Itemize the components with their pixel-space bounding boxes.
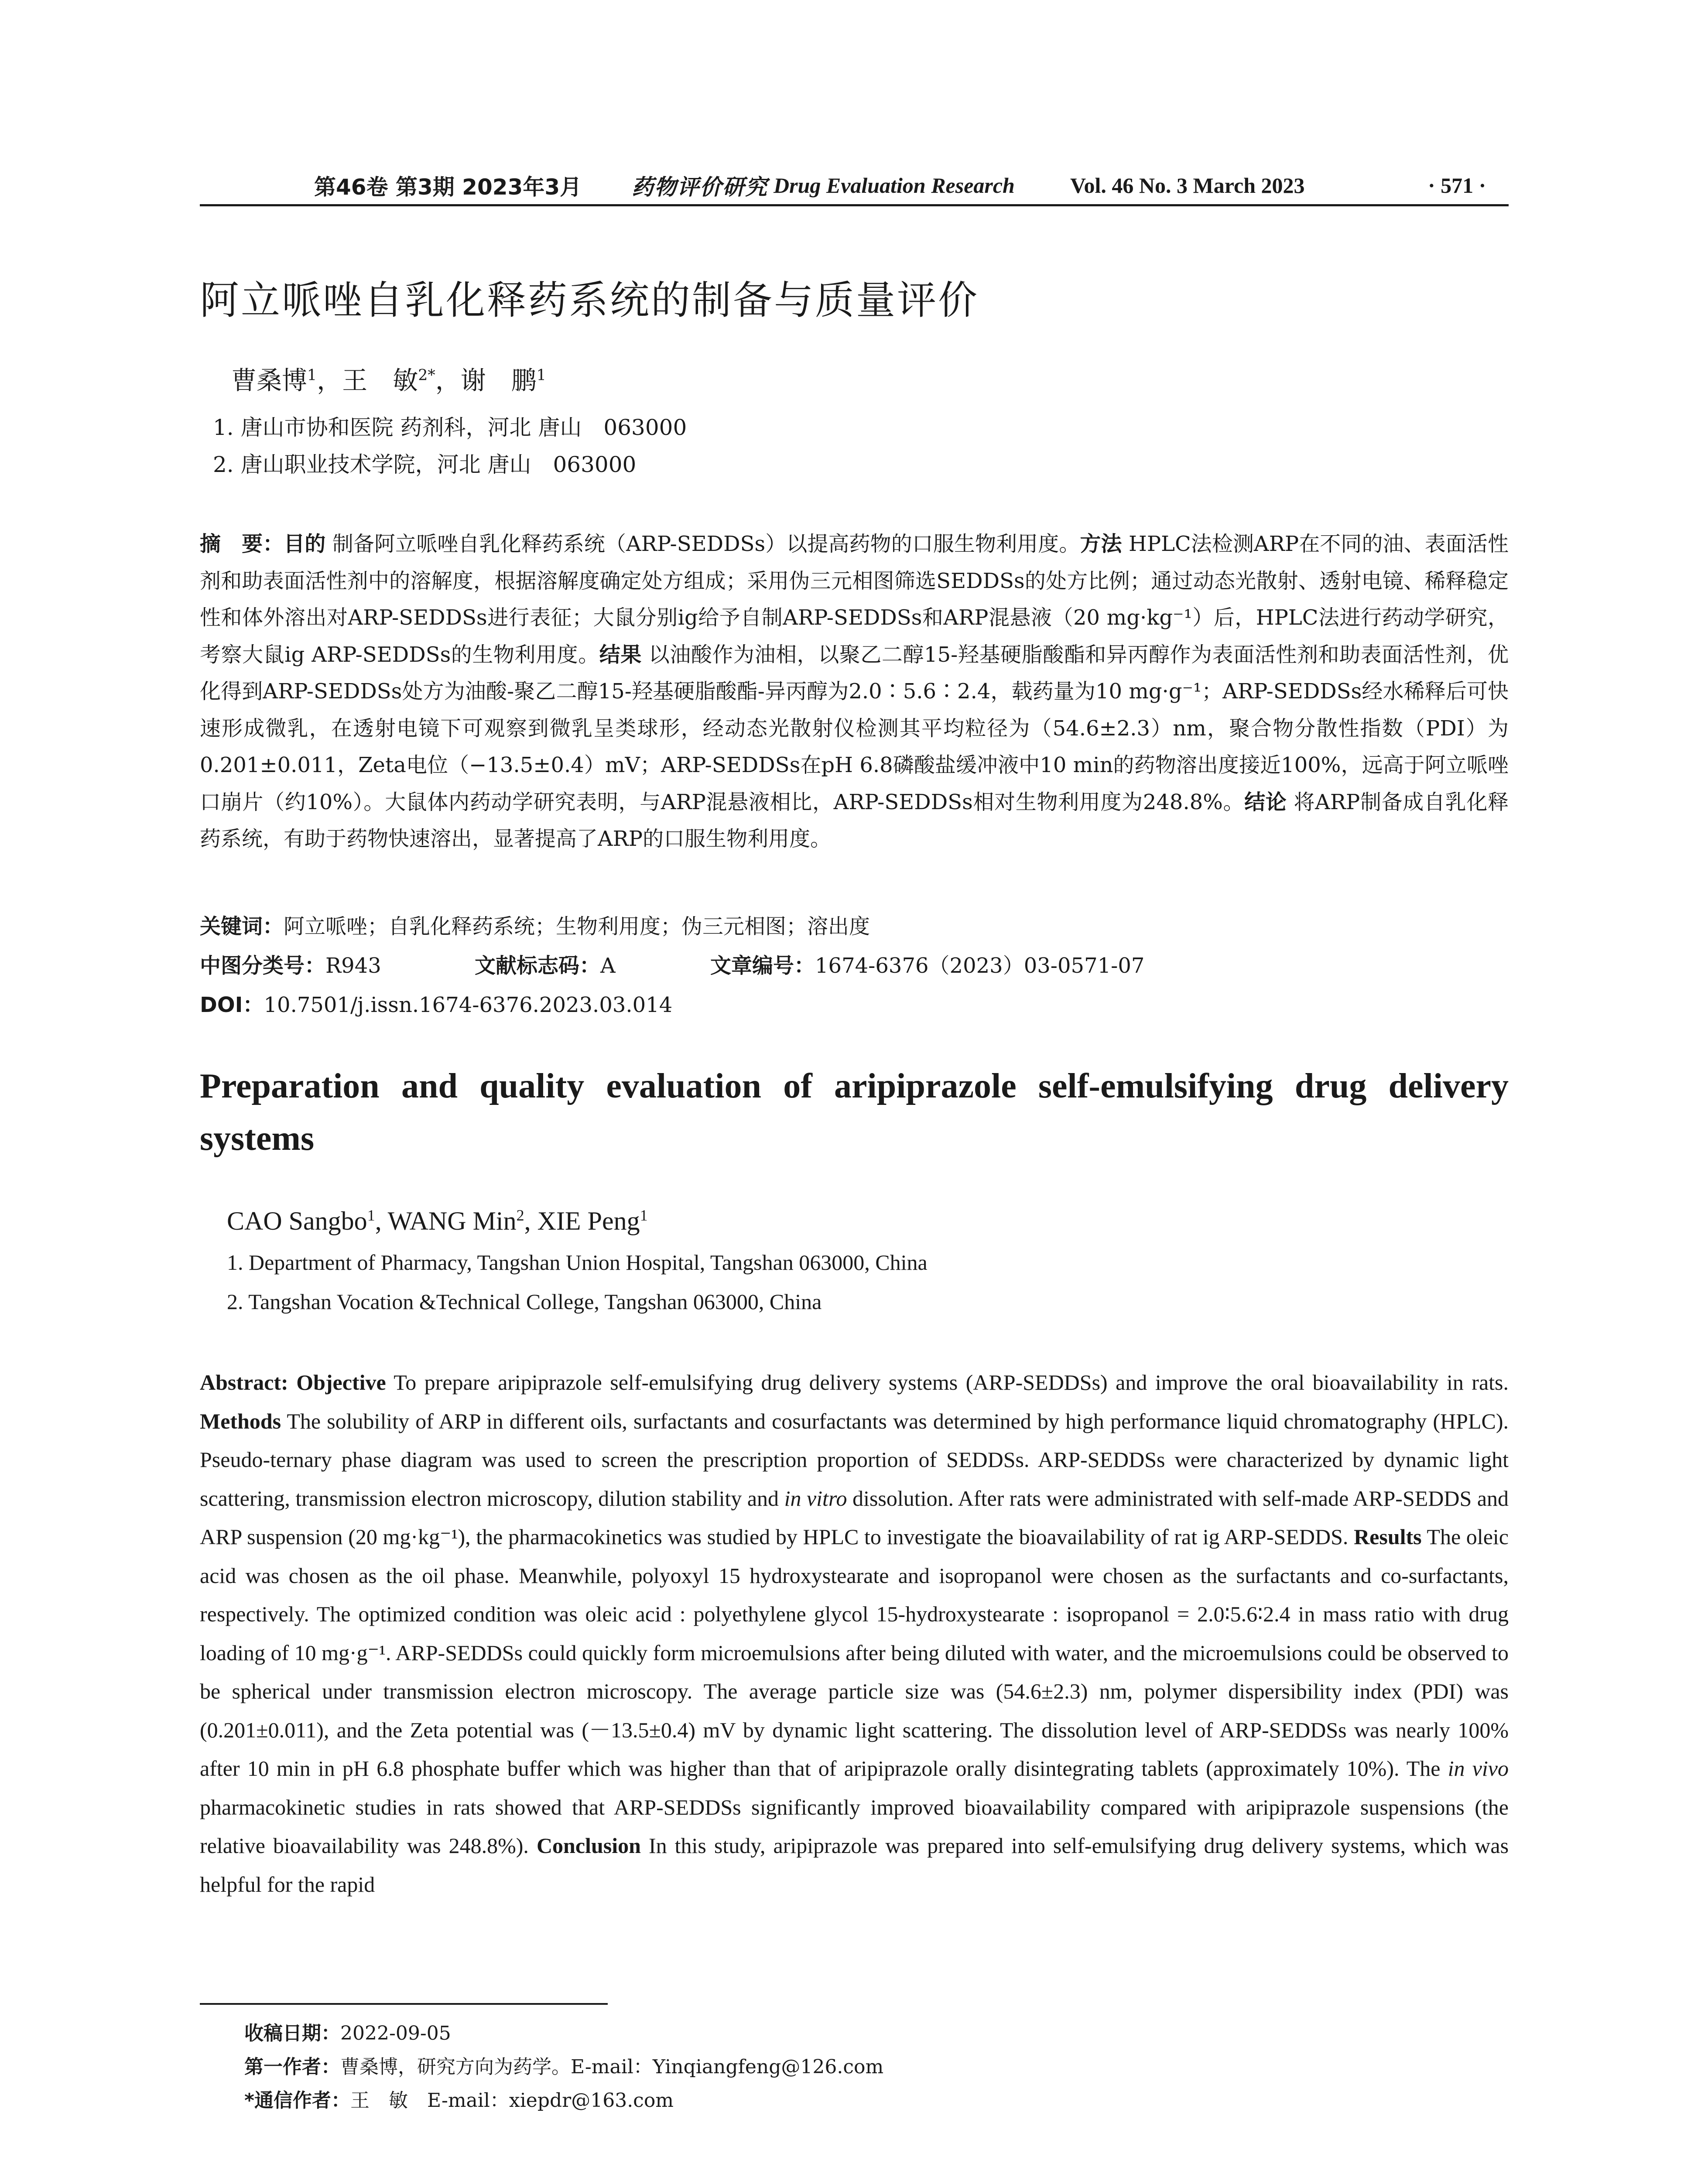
results-text: 以油酸作为油相，以聚乙二醇15-羟基硬脂酸酯和异丙醇作为表面活性剂和助表面活性剂，优化得到ARP-SEDDSs处方为油酸-聚乙二醇15-羟基硬脂酸酯-异丙醇为2.0∶5.6∶2.4，载药量为10 mg·g⁻¹；ARP-SEDDSs经水稀释后可快速形成微乳，在透射电镜下可观察到微乳呈类球形，经动态光散射仪检测其平均粒径为（54.6±2.3）nm，聚合物分散性指数（PDI）为0.201±0.011，Zeta电位（−13.5±0.4）mV；ARP-SEDDSs在pH 6.8磷酸盐缓冲液中10 min的药物溶出度接近100%，远高于阿立哌唑口崩片（约10%）。大鼠体内药动学研究表明，与ARP混悬液相比，ARP-SEDDSs相对生物利用度为248.8%。 [200, 642, 1509, 814]
author-affil-mark: 1 [367, 1207, 375, 1224]
abstract-label: Abstract: [200, 1370, 288, 1395]
paper-title-en: Preparation and quality evaluation of aripiprazole self-emulsifying drug delivery systems [200, 1067, 1509, 1158]
keywords-text: 阿立哌唑；自乳化释药系统；生物利用度；伪三元相图；溶出度 [284, 914, 870, 939]
footnote-rule [200, 2003, 608, 2005]
doi-value[interactable]: 10.7501/j.issn.1674-6376.2023.03.014 [264, 993, 673, 1017]
footnote-corresponding [244, 2085, 674, 2113]
clc-label: 中图分类号： [200, 954, 326, 978]
author-separator: ， [435, 366, 461, 395]
results-text: The oleic acid was chosen as the oil phase. Meanwhile, polyoxyl 15 hydroxystearate and isopropanol were chosen as the surfactants and co-surfactants, respectively. The optimized condition was oleic acid : polyethylene glycol 15-hydroxystearate : isopropanol = 2.0∶5.6∶2.4 in mass ratio with drug loading of 10 mg·g⁻¹. ARP-SEDDSs could quickly form microemulsions after being diluted with water, and the microemulsions could be observed to be spherical under transmission electron microscopy. The average particle size was (54.6±2.3) nm, polymer dispersibility index (PDI) was (0.201±0.011), and the Zeta potential was (－13.5±0.4) mV by dynamic light scattering. The dissolution level of ARP-SEDDSs was nearly 100% after 10 min in pH 6.8 phosphate buffer which was higher than that of aripiprazole orally disintegrating tablets (approximately 10%). The [200, 1525, 1509, 1781]
author-name: XIE Peng [537, 1207, 640, 1235]
article-no-value: 1674-6376（2023）03-0571-07 [815, 954, 1145, 978]
author-name: 曹桑博 [231, 366, 308, 395]
keywords-label: 关键词： [200, 914, 284, 939]
keywords-cn [200, 909, 1509, 940]
methods-text: dissolution. After rats were administrated with self-made ARP-SEDDS and ARP suspension (20 mg·kg⁻¹), the pharmacokinetics was studied by HPLC to investigate the bioavailability of rat ig ARP-SEDDS. [200, 1486, 1509, 1549]
doc-code-label: 文献标志码： [475, 954, 601, 978]
affiliation-cn: 1. 唐山市协和医院 药剂科，河北 唐山 063000 [213, 415, 687, 440]
corresponding-text: 王 敏 E-mail：xiepdr@163.com [350, 2089, 674, 2112]
author-affil-mark: 1 [640, 1207, 648, 1224]
results-label: Results [1354, 1525, 1422, 1549]
doi-label: DOI： [200, 993, 264, 1017]
methods-text: The solubility of ARP in different oils, surfactants and cosurfactants was determined by high performance liquid chromatography (HPLC). Pseudo-ternary phase diagram was used to screen the prescription proportion of SEDDSs. ARP-SEDDSs were characterized by dynamic light scattering, transmission electron microscopy, dilution stability and [200, 1408, 1509, 1511]
objective-label: 目的 [284, 532, 326, 556]
abstract-cn [200, 526, 1509, 858]
footnote-received [244, 2017, 451, 2045]
author-affil-mark: 2 [516, 1207, 524, 1224]
conclusion-label: 结论 [1244, 790, 1287, 814]
author-separator: , [524, 1207, 537, 1235]
author-separator: ， [317, 366, 342, 395]
author-name: WANG Min [387, 1207, 517, 1235]
corresponding-label: *通信作者： [244, 2089, 351, 2112]
methods-label: 方法 [1080, 532, 1122, 556]
header-rule [200, 204, 1509, 206]
received-label: 收稿日期： [244, 2022, 340, 2044]
doi-line [200, 988, 1509, 1018]
results-text: pharmacokinetic studies in rats showed that ARP-SEDDSs significantly improved bioavailability compared with aripiprazole suspensions (the relative bioavailability was 248.8%). [200, 1795, 1509, 1858]
author-affil-mark: 2* [418, 366, 435, 384]
author-name: 谢 鹏 [460, 366, 537, 395]
header-page-number: · 571 · [1428, 173, 1486, 198]
conclusion-label: Conclusion [536, 1833, 641, 1858]
objective-text: To prepare aripiprazole self-emulsifying drug delivery systems (ARP-SEDDSs) and improve the oral bioavailability in rats. [394, 1370, 1509, 1395]
objective-text: 制备阿立哌唑自乳化释药系统（ARP-SEDDSs）以提高药物的口服生物利用度。 [332, 532, 1080, 556]
methods-italic: in vitro [784, 1486, 847, 1511]
authors-en [227, 1206, 648, 1236]
doc-code-value: A [600, 954, 616, 978]
affiliation-en: 2. Tangshan Vocation &Technical College, Tangshan 063000, China [227, 1289, 822, 1314]
first-author-text: 曹桑博，研究方向为药学。E-mail：Yinqiangfeng@126.com [340, 2056, 884, 2078]
author-name: 王 敏 [342, 366, 418, 395]
conclusion-text: 将ARP制备成自乳化释药系统，有助于药物快速溶出，显著提高了ARP的口服生物利用度。 [200, 790, 1509, 851]
header-journal-en: Drug Evaluation Research [774, 173, 1015, 198]
conclusion-text: In this study, aripiprazole was prepared into self-emulsifying drug delivery systems, which was helpful for the rapid [200, 1833, 1509, 1897]
author-name: CAO Sangbo [227, 1207, 367, 1235]
results-italic: in vivo [1448, 1756, 1509, 1781]
author-separator: , [375, 1207, 388, 1235]
paper-title-cn: 阿立哌唑自乳化释药系统的制备与质量评价 [200, 277, 979, 323]
header-volume-cn: 第46卷 第3期 2023年3月 [314, 174, 582, 200]
abstract-label: 摘 要： [200, 532, 284, 556]
header-volume-en: Vol. 46 No. 3 March 2023 [1070, 173, 1305, 198]
first-author-label: 第一作者： [244, 2056, 340, 2078]
received-date: 2022-09-05 [340, 2022, 451, 2044]
objective-label: Objective [296, 1370, 386, 1395]
authors-cn [231, 360, 546, 397]
methods-label: Methods [200, 1408, 281, 1433]
article-no-label: 文章编号： [710, 954, 815, 978]
running-header [200, 168, 1509, 203]
affiliation-en: 1. Department of Pharmacy, Tangshan Union Hospital, Tangshan 063000, China [227, 1250, 928, 1275]
author-affil-mark: 1 [307, 366, 317, 384]
clc-value: R943 [325, 954, 381, 978]
affiliation-cn: 2. 唐山职业技术学院，河北 唐山 063000 [213, 452, 637, 477]
header-journal-logo: 药物评价研究 [632, 174, 768, 200]
results-label: 结果 [599, 642, 642, 667]
methods-text: HPLC法检测ARP在不同的油、表面活性剂和助表面活性剂中的溶解度，根据溶解度确定处方组成；采用伪三元相图筛选SEDDSs的处方比例；通过动态光散射、透射电镜、稀释稳定性和体外溶出对ARP-SEDDSs进行表征；大鼠分别ig给予自制ARP-SEDDSs和ARP混悬液（20 mg·kg⁻¹）后，HPLC法进行药动学研究，考察大鼠ig ARP-SEDDSs的生物利用度。 [200, 532, 1509, 667]
author-affil-mark: 1 [536, 366, 546, 384]
abstract-en [200, 1363, 1509, 1904]
footnote-first-author [244, 2051, 883, 2079]
